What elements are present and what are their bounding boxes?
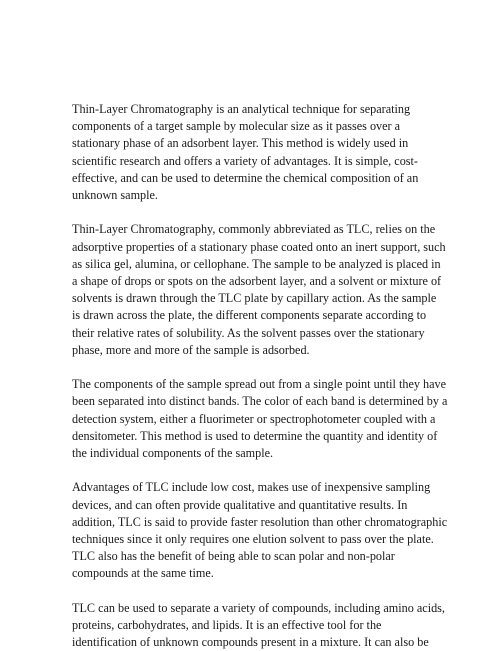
text-line: compounds at the same time. (72, 566, 214, 581)
text-line: Advantages of TLC include low cost, makes use of inexpensive sampling (72, 480, 431, 495)
text-line: The components of the sample spread out from a single point until they have (72, 377, 446, 392)
text-line: effective, and can be used to determine the chemical composition of an (72, 170, 419, 185)
text-line: addition, TLC is said to provide faster resolution than other chromatographic (72, 514, 448, 529)
text-line: identification of unknown compounds present in a mixture. It can also be (72, 635, 429, 650)
text-line: their relative rates of solubility. As the solvent passes over the stationary (72, 325, 425, 340)
text-line: techniques since it only requires one elution solvent to pass over the plate. (72, 532, 434, 546)
text-line: Thin-Layer Chromatography is an analytical technique for separating (72, 102, 411, 116)
text-line: TLC can be used to separate a variety of compounds, including amino acids, (72, 600, 445, 615)
text-line: adsorptive properties of a stationary phase coated onto an inert support, such (72, 239, 446, 254)
text-line: devices, and can often provide qualitative and quantitative results. In (72, 497, 408, 512)
text-line: is drawn across the plate, the different components separate according to (72, 308, 427, 323)
text-line: scientific research and offers a variety of advantages. It is simple, cost- (72, 153, 418, 168)
text-line: a shape of drops or spots on the adsorbent layer, and a solvent or mixture of (72, 274, 442, 288)
text-line: Thin-Layer Chromatography, commonly abbreviated as TLC, relies on the (72, 222, 436, 237)
text-line: as silica gel, alumina, or cellophane. The sample to be analyzed is placed in (72, 256, 441, 271)
text-line: the individual components of the sample. (72, 446, 274, 460)
text-line: unknown sample. (72, 188, 158, 202)
text-line: densitometer. This method is used to determine the quantity and identity of (72, 428, 438, 443)
text-line: detection system, either a fluorimeter or spectrophotometer coupled with a (72, 411, 436, 426)
text-line: TLC also has the benefit of being able to scan polar and non-polar (72, 549, 395, 564)
text-line: stationary phase of an adsorbent layer. This method is widely used in (72, 136, 409, 151)
text-line: components of a target sample by molecular size as it passes over a (72, 119, 401, 134)
text-line: solvents is drawn through the TLC plate by capillary action. As the sample (72, 291, 437, 306)
text-line: proteins, carbohydrates, and lipids. It is an effective tool for the (72, 618, 382, 632)
text-line: been separated into distinct bands. The color of each band is determined by a (72, 394, 448, 409)
text-line: phase, more and more of the sample is adsorbed. (72, 342, 310, 357)
